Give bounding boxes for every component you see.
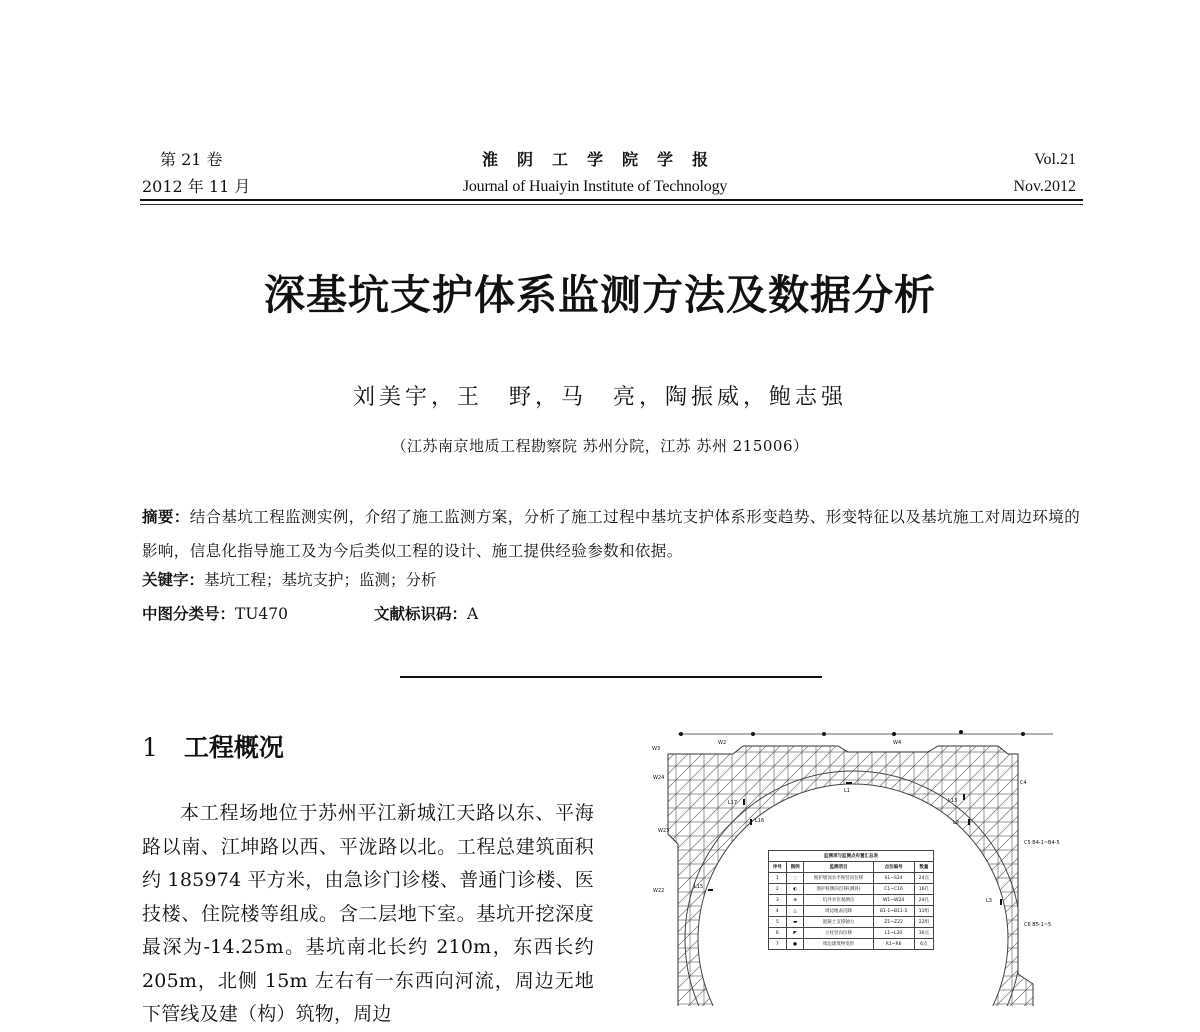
dashed-circle-icon: ◌ [786,873,804,884]
legend-ids: S1~S24 [873,873,914,884]
legend-ids: W1~W24 [873,895,914,906]
bar-icon: ▬ [786,917,804,928]
svg-text:W4: W4 [893,740,902,746]
legend-ids: R1~R6 [873,939,914,950]
filled-circle-icon: ● [786,939,804,950]
legend-no: 4 [769,906,787,917]
legend-count: 11组 [914,906,933,917]
section-title: 工程概况 [183,733,284,762]
journal-header-left [142,146,250,200]
section-number: 1 [142,733,158,762]
header-rule-thick [140,199,1083,201]
section-heading [142,728,284,764]
journal-name-cn: 淮阴工学院学报 [481,150,727,169]
legend-no: 7 [769,939,787,950]
article-authors: 刘美宇，王 野，马 亮，陶振威，鲍志强 [352,385,847,410]
svg-text:L1: L1 [844,788,850,794]
svg-text:W22: W22 [653,888,665,894]
legend-ids: Z1~Z22 [873,917,914,928]
legend-item: 围护桩侧向位移(测斜) [804,884,873,895]
legend-header: 监测项目 [804,862,873,873]
legend-count: 16孔 [914,884,933,895]
legend-row [769,873,934,884]
legend-item: 混凝土支撑轴力 [804,917,873,928]
article-title: 深基坑支护体系监测方法及数据分析 [264,271,936,319]
date-en: Nov.2012 [1013,178,1076,195]
triangle-icon: △ [786,906,804,917]
svg-text:W2: W2 [718,740,727,746]
legend-row [769,939,934,950]
svg-text:W23: W23 [658,828,670,834]
header-rule-thin [140,204,1083,205]
svg-text:L15: L15 [694,884,704,890]
journal-name-en: Journal of Huaiyin Institute of Technology [462,178,728,195]
date-cn: 2012 年 11 月 [142,177,251,196]
keywords-label: 关键字： [142,570,205,589]
legend-item: 周边建筑物变形 [804,939,873,950]
body-paragraph: 本工程场地位于苏州平江新城江天路以东、平海路以南、江坤路以西、平泷路以北。工程总建筑面积约 185974 平方米，由急诊门诊楼、普通门诊楼、医技楼、住院楼等组成。含二层地下室。基坑开挖深度最深为-14.25m。基坑南北长约 210m，东西长约 205m，北侧 15m 左右有一东西向河流，周边无地下管线及建（构）筑物，周边 [142,802,594,1025]
volume-en: Vol.21 [1034,151,1076,168]
svg-text:L17: L17 [728,800,738,806]
section-body [142,797,594,1032]
classification-line [142,600,479,628]
legend-item: 立柱竖向位移 [804,928,873,939]
legend-no: 3 [769,895,787,906]
svg-text:L3: L3 [986,898,992,904]
legend-row [769,928,934,939]
clc-value: TU470 [235,605,289,623]
legend-row [769,895,934,906]
flag-icon: ◤ [786,928,804,939]
keywords [142,566,437,594]
article-affiliation: （江苏南京地质工程勘察院 苏州分院，江苏 苏州 215006） [391,437,809,455]
doc-code-value: A [467,605,479,623]
legend-header: 点位编号 [873,862,914,873]
svg-text:W3: W3 [652,746,661,752]
half-circle-icon: ◐ [786,884,804,895]
legend-ids: B1-1~B11-5 [873,906,914,917]
legend-header: 图例 [786,862,804,873]
legend-item: 围护墙顶水平和竖向位移 [804,873,873,884]
svg-text:W24: W24 [653,775,665,781]
svg-text:C4: C4 [1020,780,1027,786]
svg-text:C5 B4-1~B4-5: C5 B4-1~B4-5 [1024,840,1060,846]
abstract-text: 结合基坑工程监测实例，介绍了施工监测方案，分析了施工过程中基坑支护体系形变趋势、形变特征以及基坑施工对周边环境的影响，信息化指导施工及为今后类似工程的设计、施工提供经验参数和依据。 [142,508,1081,560]
legend-no: 2 [769,884,787,895]
svg-text:C6 B5-1~5: C6 B5-1~5 [1024,922,1052,928]
legend-count: 22组 [914,917,933,928]
abstract-divider [400,676,822,678]
legend-no: 6 [769,928,787,939]
legend-ids: L1~L30 [873,928,914,939]
legend-table [768,850,934,950]
abstract-label: 摘要： [142,507,190,526]
volume-cn: 第 21 卷 [160,150,223,169]
monitoring-layout-figure [648,724,1060,1006]
legend-count: 24点 [914,873,933,884]
journal-header-center [400,146,790,200]
legend-row [769,917,934,928]
svg-text:L13: L13 [948,798,958,804]
hatched-circle-icon: ⊛ [786,895,804,906]
legend-count: 24孔 [914,895,933,906]
clc-label: 中图分类号： [142,604,236,623]
legend-row [769,906,934,917]
legend-ids: C1~C16 [873,884,914,895]
keywords-text: 基坑工程；基坑支护；监测；分析 [204,571,437,589]
legend-header: 序号 [769,862,787,873]
legend-title: 监测项与监测点布置汇总表 [769,851,934,862]
doc-code-label: 文献标识码： [374,604,468,623]
legend-no: 5 [769,917,787,928]
svg-text:L2: L2 [953,820,959,826]
abstract [142,500,1082,568]
legend-header: 数量 [914,862,933,873]
journal-header-right [1013,146,1076,200]
legend-item: 周边地表沉降 [804,906,873,917]
legend-no: 1 [769,873,787,884]
legend-count: 6点 [914,939,933,950]
legend-item: 坑外水位观测点 [804,895,873,906]
svg-text:L16: L16 [755,818,765,824]
legend-count: 30点 [914,928,933,939]
doc-code [374,600,478,628]
legend-row [769,884,934,895]
